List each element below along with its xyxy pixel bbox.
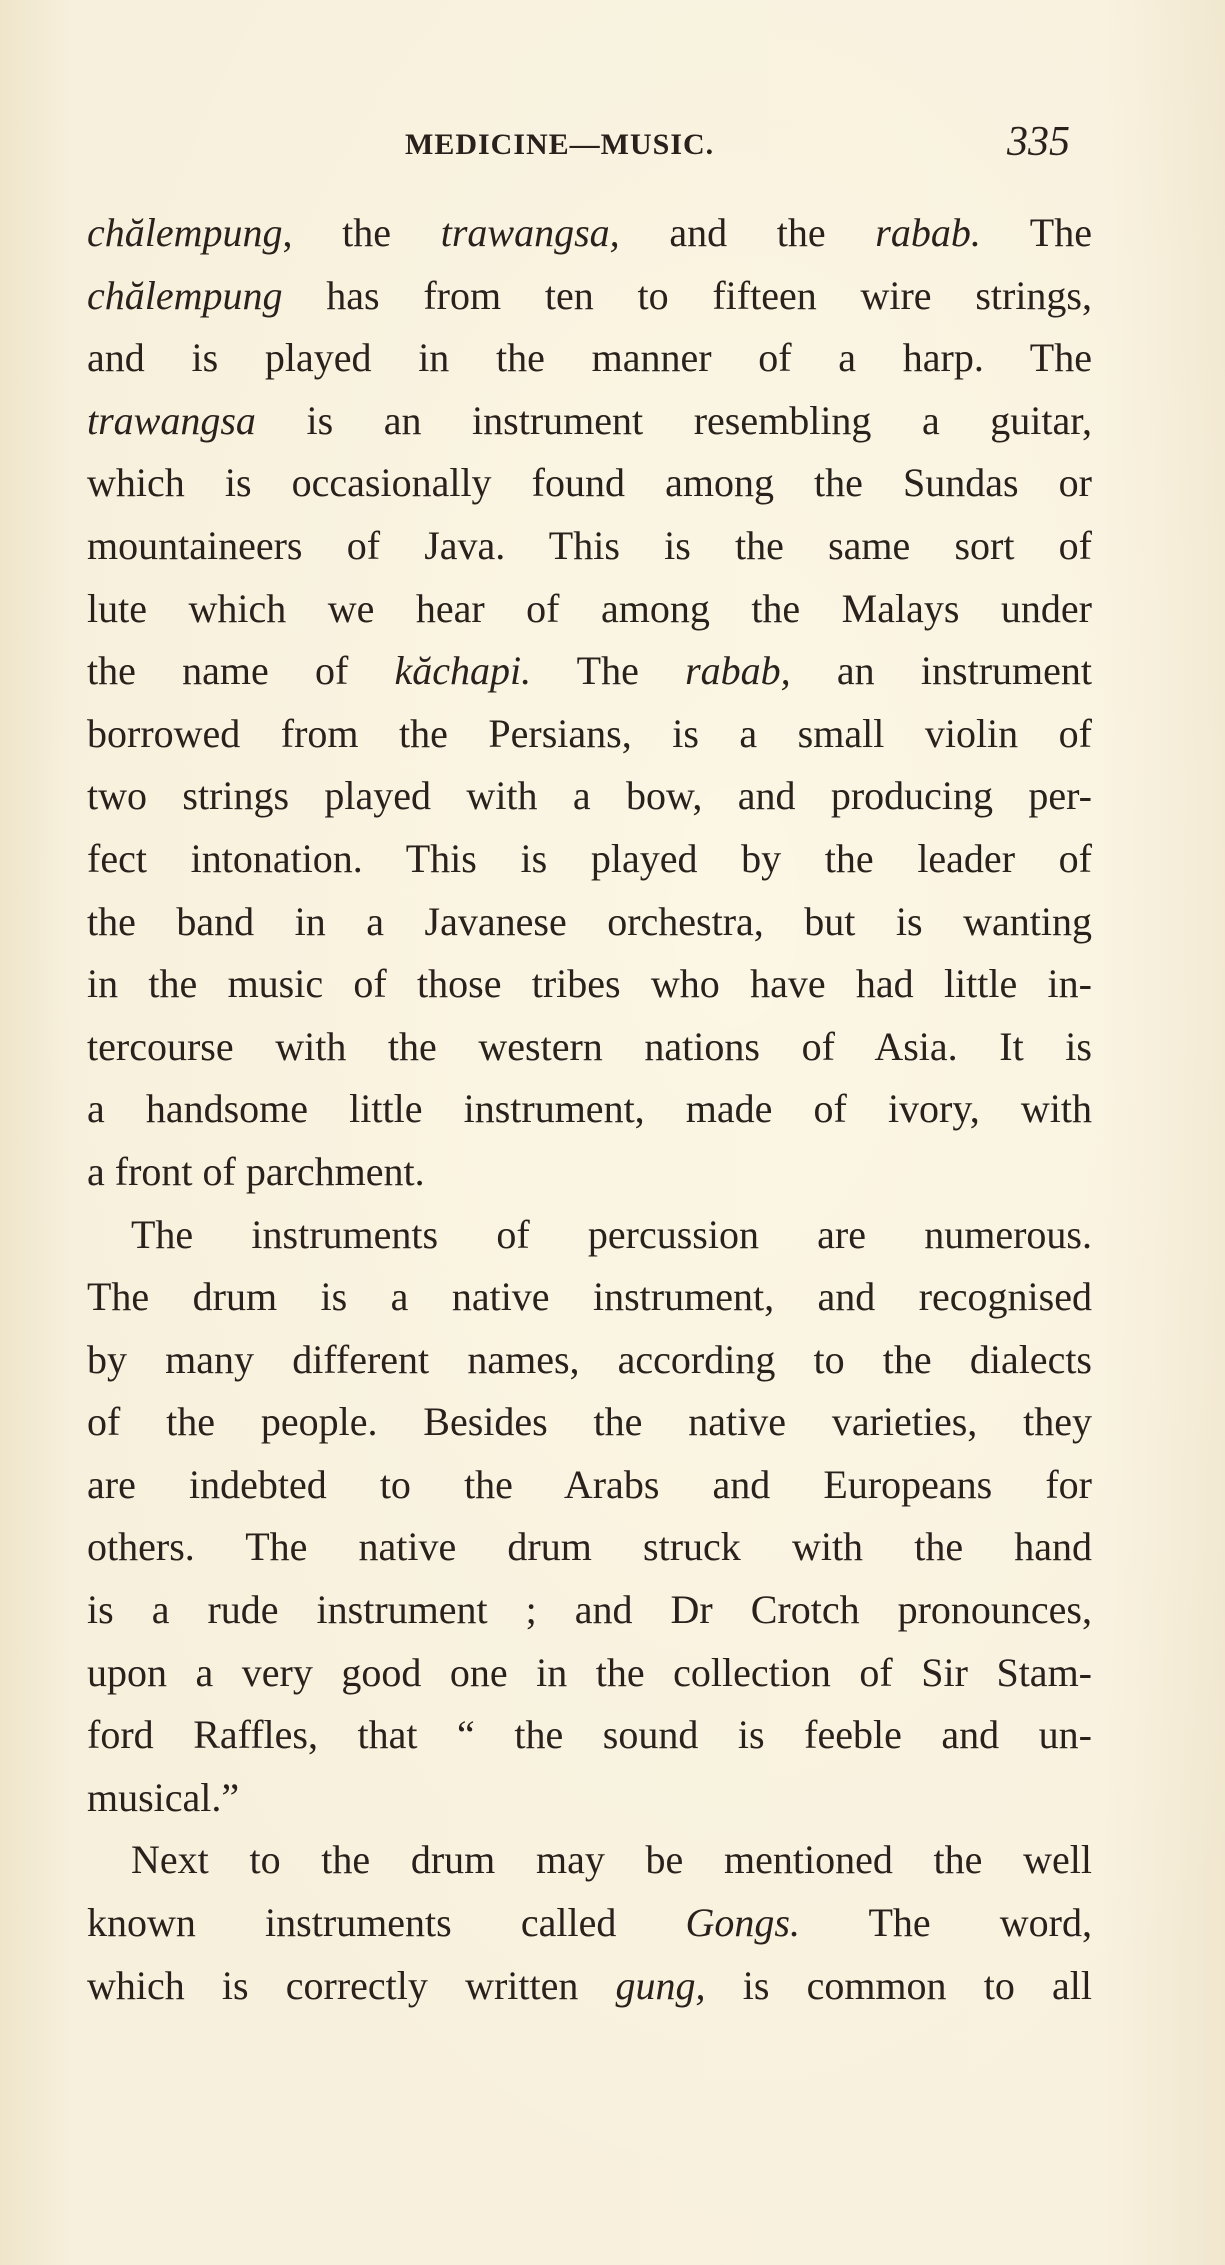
text-segment: by many different names, according to the dialects (87, 1336, 1092, 1382)
text-segment: in the music of those tribes who have had little in- (87, 961, 1092, 1007)
text-segment: and is played in the manner of a harp. The (87, 335, 1092, 381)
text-segment: lute which we hear of among the Malays under (87, 585, 1092, 631)
text-segment: are indebted to the Arabs and Europeans for (87, 1461, 1092, 1507)
text-segment: of the people. Besides the native varieties, they (87, 1399, 1092, 1445)
text-line (87, 452, 1092, 515)
text-line (87, 1454, 1092, 1517)
text-segment: which is correctly written (87, 1962, 616, 2008)
text-segment: borrowed from the Persians, is a small violin of (87, 710, 1092, 756)
text-segment: an instrument (790, 648, 1093, 694)
italic-text: chălempung (87, 272, 283, 318)
text-segment: has from ten to fifteen wire strings, (282, 272, 1092, 318)
text-segment: two strings played with a bow, and producing per- (87, 773, 1092, 819)
text-line (87, 1141, 1092, 1204)
text-segment: and the (619, 210, 876, 255)
text-line (87, 1955, 1092, 2018)
text-line (87, 1829, 1092, 1892)
text-line (87, 1391, 1092, 1454)
italic-text: rabab. (875, 210, 981, 255)
text-segment: others. The native drum struck with the hand (87, 1524, 1092, 1570)
text-segment: a front of parchment. (87, 1148, 425, 1194)
text-line (87, 1642, 1092, 1705)
text-line (87, 202, 1092, 265)
text-line (87, 578, 1092, 641)
text-segment: The instruments of percussion are numerous. (131, 1211, 1092, 1257)
text-line (87, 327, 1092, 390)
text-line (87, 1266, 1092, 1329)
text-line (87, 1016, 1092, 1079)
text-line (87, 1704, 1092, 1767)
text-line (87, 1204, 1092, 1267)
text-segment: The word, (800, 1900, 1093, 1946)
italic-text: Gongs. (685, 1900, 800, 1946)
italic-text: rabab, (685, 648, 791, 694)
text-line (87, 1516, 1092, 1579)
text-segment: mountaineers of Java. This is the same sort of (87, 522, 1092, 568)
running-head: MEDICINE—MUSIC. (405, 128, 715, 161)
italic-text: trawangsa, (440, 210, 620, 255)
italic-text: chălempung (87, 210, 283, 255)
text-segment: The (980, 210, 1092, 255)
text-segment: upon a very good one in the collection of Sir Stam- (87, 1649, 1092, 1695)
text-line (87, 1767, 1092, 1830)
text-segment: known instruments called (87, 1900, 686, 1946)
text-segment: the name of (87, 648, 395, 694)
text-segment: which is occasionally found among the Sundas or (87, 460, 1092, 506)
text-line (87, 515, 1092, 578)
text-segment: is common to all (705, 1962, 1092, 2008)
italic-text: gung, (615, 1962, 706, 2008)
text-line (87, 703, 1092, 766)
text-line (87, 953, 1092, 1016)
text-segment: musical.” (87, 1774, 240, 1820)
text-segment: fect intonation. This is played by the leader of (87, 835, 1092, 881)
page-number: 335 (1007, 119, 1070, 165)
text-line (87, 891, 1092, 954)
text-line (87, 265, 1092, 328)
text-line (87, 1329, 1092, 1392)
text-segment: the band in a Javanese orchestra, but is wanting (87, 898, 1092, 944)
text-segment: is an instrument resembling a guitar, (255, 397, 1092, 443)
text-segment: The (531, 648, 686, 694)
text-line (87, 1892, 1092, 1955)
text-line (87, 640, 1092, 703)
text-segment: , the (282, 210, 441, 255)
text-line (87, 1579, 1092, 1642)
text-line (87, 765, 1092, 828)
italic-text: kăchapi. (394, 648, 532, 694)
text-segment: tercourse with the western nations of Asia. It is (87, 1023, 1092, 1069)
body-text (87, 202, 1092, 2017)
text-segment: Next to the drum may be mentioned the well (131, 1837, 1092, 1883)
text-segment: is a rude instrument ; and Dr Crotch pronounces, (87, 1587, 1092, 1633)
text-line (87, 828, 1092, 891)
text-line (87, 1078, 1092, 1141)
text-segment: a handsome little instrument, made of ivory, with (87, 1086, 1092, 1132)
text-segment: The drum is a native instrument, and recognised (87, 1274, 1092, 1320)
italic-text: trawangsa (87, 397, 256, 443)
text-segment: ford Raffles, that “ the sound is feeble and un- (87, 1712, 1092, 1758)
text-line (87, 390, 1092, 453)
